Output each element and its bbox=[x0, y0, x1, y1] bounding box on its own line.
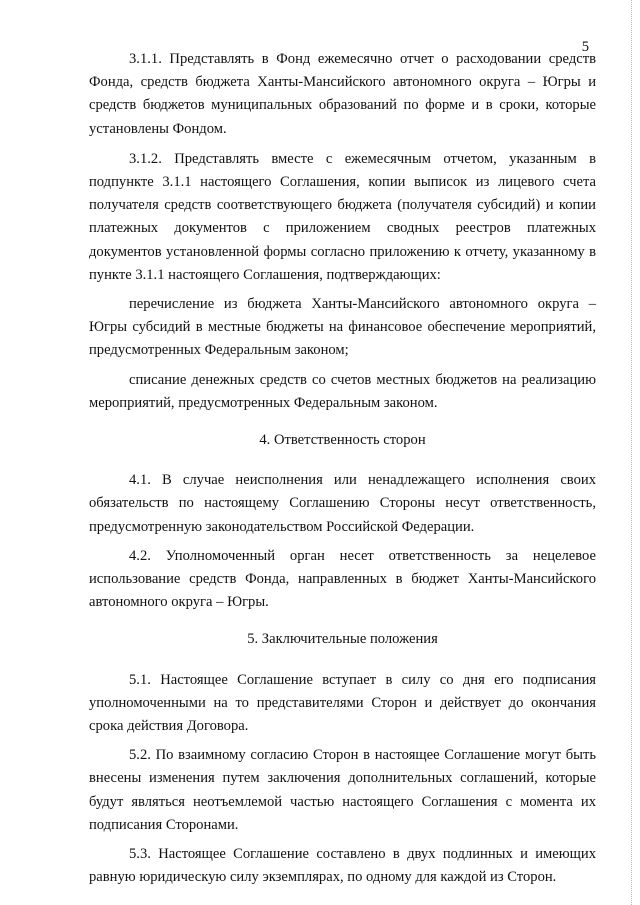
section-5-heading: 5. Заключительные положения bbox=[247, 631, 438, 648]
paragraph-3-1-2-transfer: перечисление из бюджета Ханты-Мансийского автономного округа – Югры субсидий в местные бюджеты на финансовое обеспечение мероприятий, предусмотренных Федеральным законом; bbox=[89, 296, 596, 359]
paragraph-3-1-2-writeoff: списание денежных средств со счетов местных бюджетов на реализацию мероприятий, предусмотренных Федеральным законом. bbox=[89, 371, 596, 411]
paragraph-4-1: 4.1. В случае неисполнения или ненадлежащего исполнения своих обязательств по настоящему Соглашению Стороны несут ответственность, предусмотренную законодательством Российской Федерации. bbox=[89, 472, 596, 535]
paragraph-5-1: 5.1. Настоящее Соглашение вступает в силу со дня его подписания уполномоченными на то представителями Сторон и действует до окончания срока действия Договора. bbox=[89, 671, 596, 735]
paragraph-4-2: 4.2. Уполномоченный орган несет ответственность за нецелевое использование средств Фонда, направленных в бюджет Ханты-Мансийского автономного округа – Югры. bbox=[89, 547, 596, 611]
paragraph-3-1-1: 3.1.1. Представлять в Фонд ежемесячно отчет о расходовании средств Фонда, средств бюджета Ханты-Мансийского автономного округа – Югры и средств бюджетов муниципальных образований по форме и в сроки, которые установлены Фондом. bbox=[89, 51, 596, 137]
paragraph-5-3: 5.3. Настоящее Соглашение составлено в двух подлинных и имеющих равную юридическую силу экземплярах, по одному для каждой из Сторон. bbox=[89, 846, 596, 886]
page-number: 5 bbox=[581, 39, 589, 55]
section-4-heading: 4. Ответственность сторон bbox=[259, 432, 426, 449]
scan-edge bbox=[631, 0, 634, 905]
document-body bbox=[89, 48, 596, 897]
paragraph-5-2: 5.2. По взаимному согласию Сторон в настоящее Соглашение могут быть внесены изменения путем заключения дополнительных соглашений, которые будут являться неотъемлемой частью настоящего Соглашения с момента их подписания Сторонами. bbox=[89, 747, 596, 833]
paragraph-3-1-2: 3.1.2. Представлять вместе с ежемесячным отчетом, указанным в подпункте 3.1.1 настоящего Соглашения, копии выписок из лицевого счета получателя средств соответствующего бюджета (получателя субсидий) и копии платежных документов с приложением сводных реестров платежных документов установленной формы согласно приложению к отчету, указанному в пункте 3.1.1 настоящего Соглашения, подтверждающих: bbox=[89, 150, 596, 283]
